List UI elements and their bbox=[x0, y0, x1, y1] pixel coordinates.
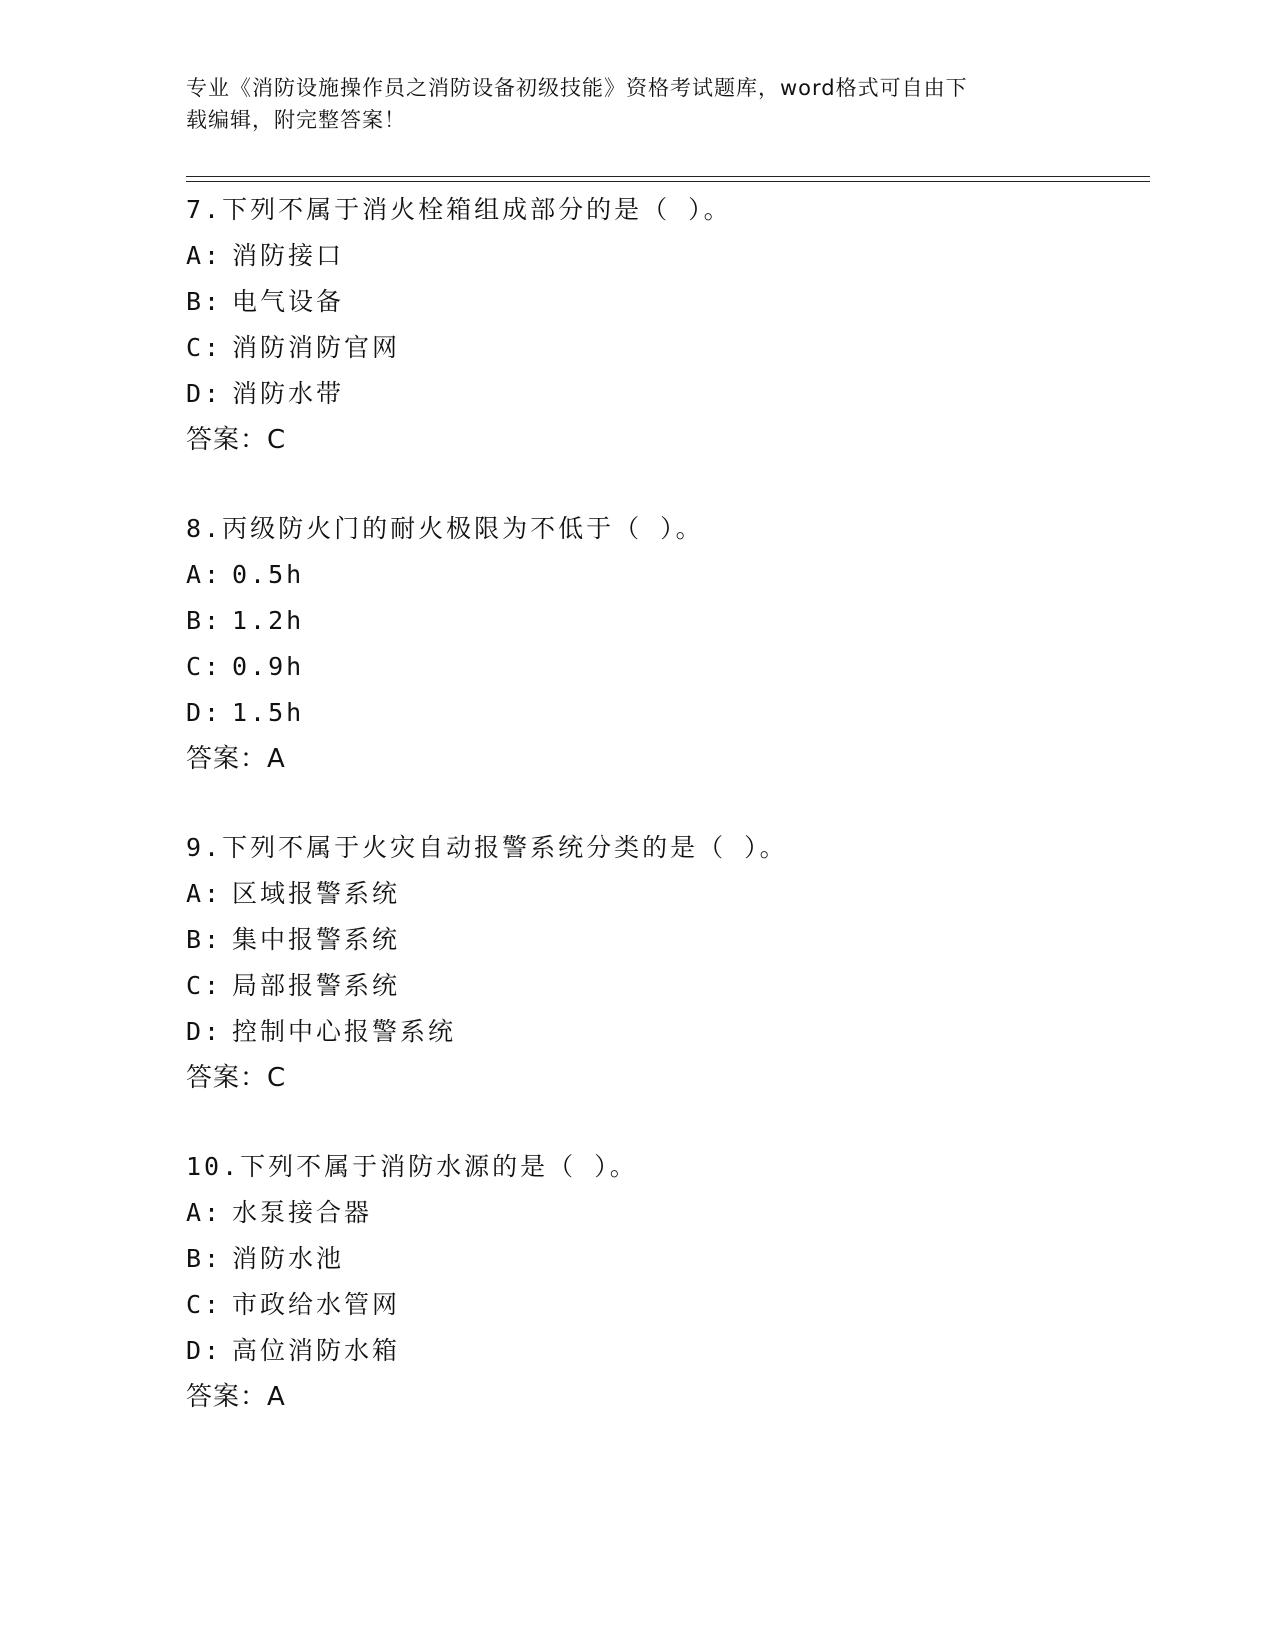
option-b bbox=[186, 598, 1136, 644]
option-label: B: bbox=[186, 287, 223, 316]
option-text: 集中报警系统 bbox=[232, 925, 401, 954]
question-8 bbox=[186, 506, 1136, 782]
option-c bbox=[186, 1282, 1136, 1328]
option-b bbox=[186, 1236, 1136, 1282]
question-text: 10.下列不属于消防水源的是（ ）。 bbox=[186, 1152, 638, 1181]
option-label: D: bbox=[186, 1017, 223, 1046]
header-divider-bottom bbox=[186, 181, 1150, 182]
option-text: 市政给水管网 bbox=[232, 1290, 401, 1319]
option-label: D: bbox=[186, 1336, 223, 1365]
option-text: 0.5h bbox=[232, 560, 305, 589]
option-text: 区域报警系统 bbox=[232, 879, 401, 908]
option-label: C: bbox=[186, 971, 223, 1000]
option-text: 控制中心报警系统 bbox=[232, 1017, 457, 1046]
option-text: 消防消防官网 bbox=[232, 333, 401, 362]
option-label: A: bbox=[186, 1198, 223, 1227]
option-a bbox=[186, 233, 1136, 279]
option-text: 1.5h bbox=[232, 698, 305, 727]
question-10 bbox=[186, 1144, 1136, 1420]
question-text: 8.丙级防火门的耐火极限为不低于（ ）。 bbox=[186, 514, 704, 543]
option-label: D: bbox=[186, 698, 223, 727]
answer-line: 答案：A bbox=[186, 1382, 286, 1412]
option-c bbox=[186, 325, 1136, 371]
option-d bbox=[186, 1009, 1136, 1055]
header-line-2: 载编辑，附完整答案！ bbox=[186, 108, 406, 132]
option-d bbox=[186, 1328, 1136, 1374]
answer-line: 答案：A bbox=[186, 744, 286, 774]
option-text: 水泵接合器 bbox=[232, 1198, 373, 1227]
option-label: A: bbox=[186, 879, 223, 908]
header-line-1: 专业《消防设施操作员之消防设备初级技能》资格考试题库，word格式可自由下 bbox=[186, 76, 968, 100]
option-text: 消防水池 bbox=[232, 1244, 345, 1273]
option-text: 消防接口 bbox=[232, 241, 345, 270]
option-label: C: bbox=[186, 333, 223, 362]
option-d bbox=[186, 690, 1136, 736]
option-a bbox=[186, 1190, 1136, 1236]
option-c bbox=[186, 963, 1136, 1009]
option-text: 1.2h bbox=[232, 606, 305, 635]
option-a bbox=[186, 871, 1136, 917]
answer-line: 答案：C bbox=[186, 425, 287, 455]
option-label: B: bbox=[186, 925, 223, 954]
option-text: 局部报警系统 bbox=[232, 971, 401, 1000]
option-label: C: bbox=[186, 1290, 223, 1319]
option-label: B: bbox=[186, 1244, 223, 1273]
question-7 bbox=[186, 187, 1136, 463]
answer-line: 答案：C bbox=[186, 1063, 287, 1093]
option-label: C: bbox=[186, 652, 223, 681]
option-label: B: bbox=[186, 606, 223, 635]
question-text: 7.下列不属于消火栓箱组成部分的是（ ）。 bbox=[186, 195, 732, 224]
option-label: D: bbox=[186, 379, 223, 408]
option-b bbox=[186, 917, 1136, 963]
option-text: 高位消防水箱 bbox=[232, 1336, 401, 1365]
option-d bbox=[186, 371, 1136, 417]
header-divider-top bbox=[186, 176, 1150, 177]
option-text: 0.9h bbox=[232, 652, 305, 681]
option-text: 消防水带 bbox=[232, 379, 345, 408]
option-label: A: bbox=[186, 241, 223, 270]
question-text: 9.下列不属于火灾自动报警系统分类的是（ ）。 bbox=[186, 833, 788, 862]
option-label: A: bbox=[186, 560, 223, 589]
option-text: 电气设备 bbox=[232, 287, 345, 316]
option-b bbox=[186, 279, 1136, 325]
document-header bbox=[186, 72, 1066, 136]
question-9 bbox=[186, 825, 1136, 1101]
option-c bbox=[186, 644, 1136, 690]
option-a bbox=[186, 552, 1136, 598]
